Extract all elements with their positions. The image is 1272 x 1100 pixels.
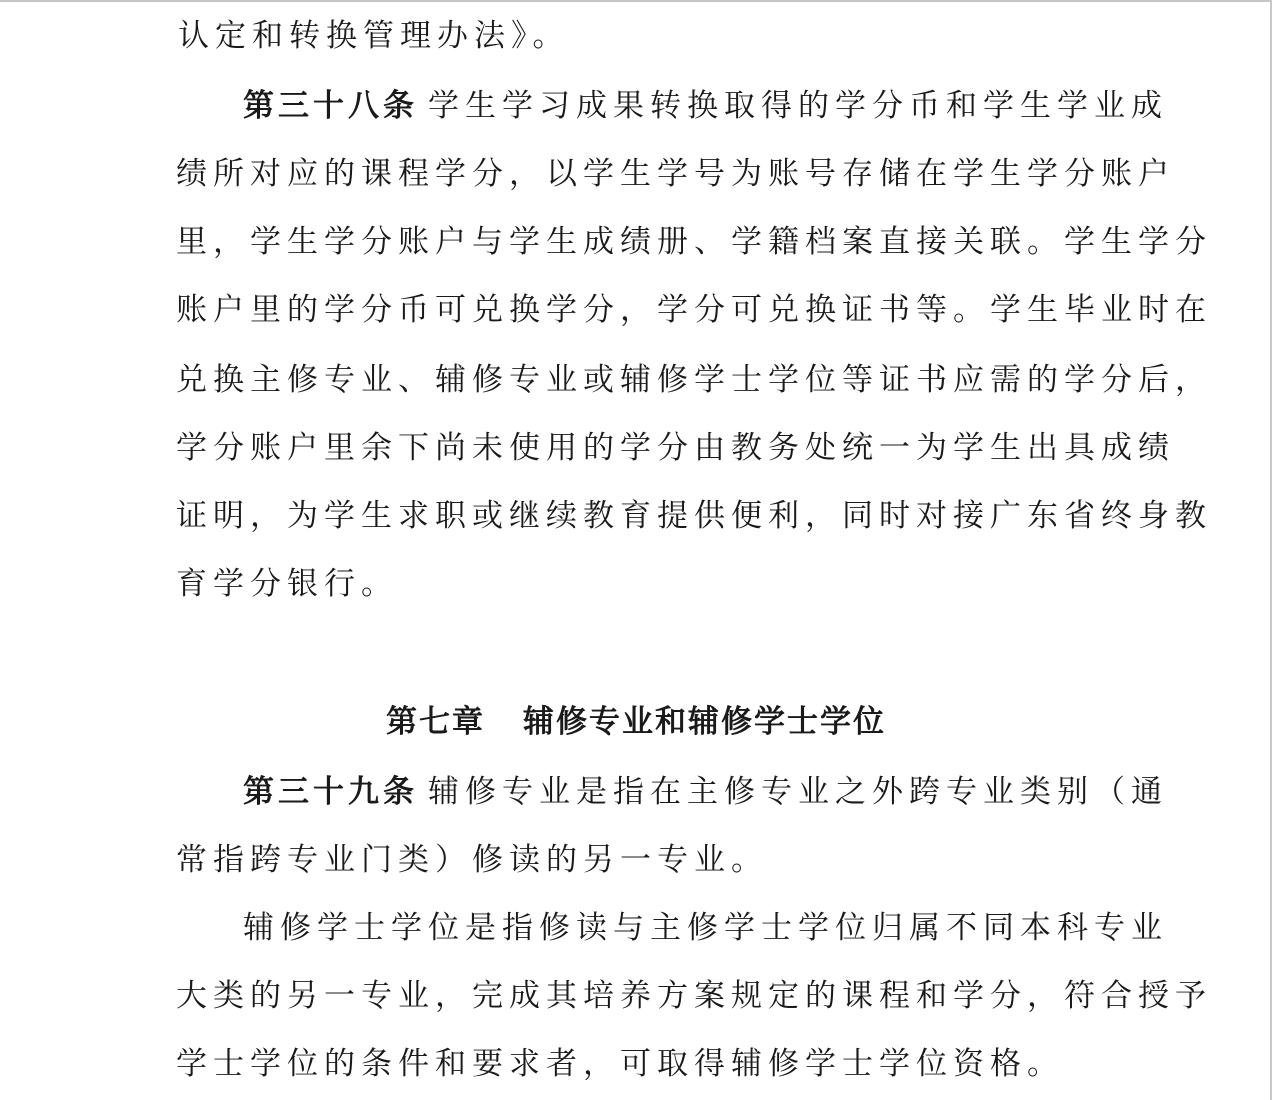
carry-over-line: 认定和转换管理办法》。 bbox=[178, 18, 570, 54]
article-39-text-0: 辅修专业是指在主修专业之外跨专业类别（通 bbox=[428, 774, 1168, 810]
article-38-line: 绩所对应的课程学分，以学生学号为账号存储在学生学分账户 bbox=[176, 156, 1175, 192]
chapter-number: 第七章 bbox=[386, 704, 485, 740]
minor-degree-first-line: 辅修学士学位是指修读与主修学士学位归属不同本科专业 bbox=[243, 910, 1168, 946]
article-38-line: 学分账户里余下尚未使用的学分由教务处统一为学生出具成绩 bbox=[176, 430, 1175, 466]
article-38-line: 里，学生学分账户与学生成绩册、学籍档案直接关联。学生学分 bbox=[176, 224, 1212, 260]
article-38-line: 证明，为学生求职或继续教育提供便利，同时对接广东省终身教 bbox=[176, 498, 1212, 534]
article-39-line: 常指跨专业门类）修读的另一专业。 bbox=[176, 842, 768, 878]
article-38-line: 育学分银行。 bbox=[176, 566, 398, 602]
article-39-heading: 第三十九条 bbox=[243, 774, 418, 810]
chapter-heading bbox=[0, 702, 1272, 742]
chapter-title: 辅修专业和辅修学士学位 bbox=[523, 704, 886, 740]
minor-degree-line: 大类的另一专业，完成其培养方案规定的课程和学分，符合授予 bbox=[176, 978, 1212, 1014]
article-38-text-0: 学生学习成果转换取得的学分币和学生学业成 bbox=[428, 88, 1168, 124]
article-38-first-line bbox=[243, 86, 1168, 126]
article-39-first-line bbox=[243, 772, 1168, 812]
minor-degree-line: 学士学位的条件和要求者，可取得辅修学士学位资格。 bbox=[176, 1046, 1064, 1082]
article-38-line: 兑换主修专业、辅修专业或辅修学士学位等证书应需的学分后， bbox=[176, 362, 1212, 398]
article-38-line: 账户里的学分币可兑换学分，学分可兑换证书等。学生毕业时在 bbox=[176, 292, 1212, 328]
article-38-heading: 第三十八条 bbox=[243, 88, 418, 124]
